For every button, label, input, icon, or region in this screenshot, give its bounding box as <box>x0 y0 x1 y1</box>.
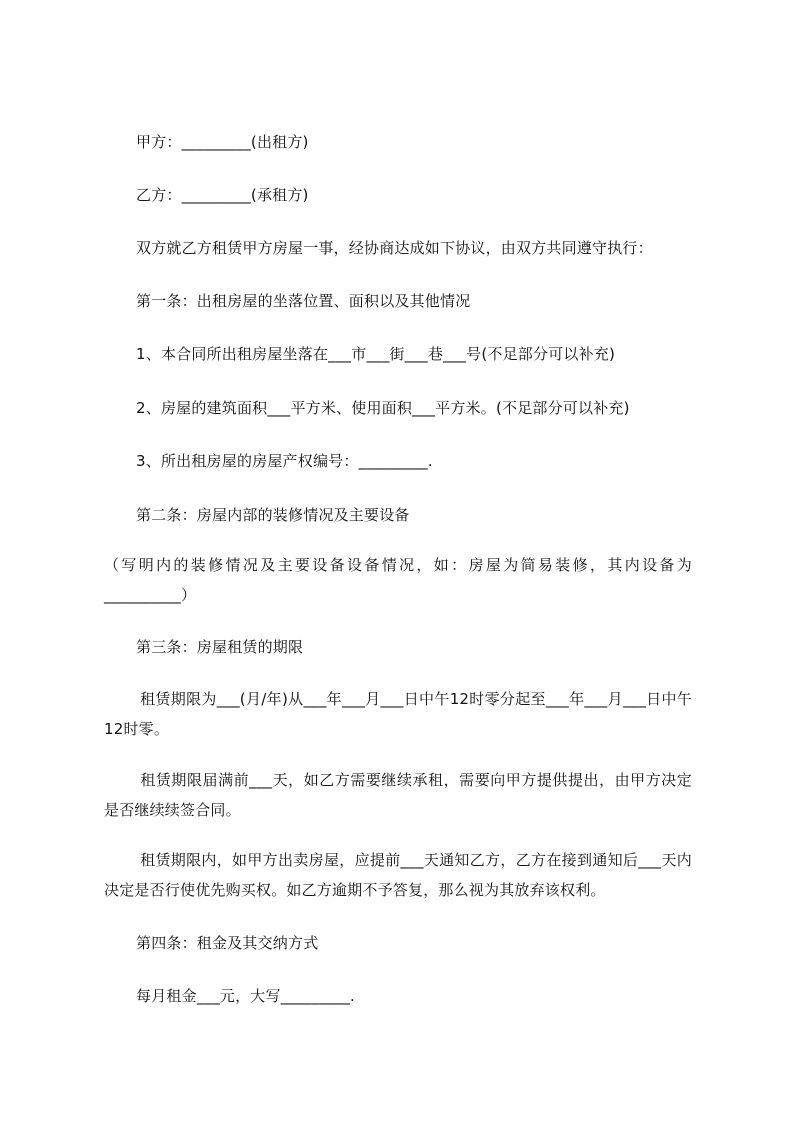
article3-para2-text: 租赁期限届满前___天，如乙方需要继续承租，需要向甲方提供提出，由甲方决定是否继续续签合同。 <box>104 771 692 819</box>
article4-heading: 第四条：租金及其交纳方式 <box>136 934 319 952</box>
article3-para2 <box>104 765 692 825</box>
article3-para1-text: 租赁期限为___(月/年)从___年___月___日中午12时零分起至___年___月___日中午12时零。 <box>104 690 692 738</box>
article1-heading: 第一条：出租房屋的坐落位置、面积以及其他情况 <box>136 292 471 310</box>
article3-para3-text: 租赁期限内，如甲方出卖房屋，应提前___天通知乙方，乙方在接到通知后___天内决定是否行使优先购买权。如乙方逾期不予答复，那么视为其放弃该权利。 <box>104 851 692 899</box>
party-b-line: 乙方：_________(承租方) <box>136 186 309 204</box>
article4-rent: 每月租金___元，大写_________. <box>136 987 355 1005</box>
article3-heading: 第三条：房屋租赁的期限 <box>136 638 304 656</box>
article1-item3: 3、所出租房屋的房屋产权编号：_________. <box>136 452 433 470</box>
article3-para3 <box>104 845 692 905</box>
article1-item2: 2、房屋的建筑面积___平方米、使用面积___平方米。(不足部分可以补充) <box>136 399 630 417</box>
party-a-line: 甲方：_________(出租方) <box>136 133 309 151</box>
article2-note-text: （写明内的装修情况及主要设备设备情况，如：房屋为简易装修，其内设备为__________） <box>104 556 692 604</box>
article3-para1 <box>104 684 692 744</box>
preamble-text: 双方就乙方租赁甲方房屋一事，经协商达成如下协议，由双方共同遵守执行： <box>136 239 653 257</box>
article2-note <box>104 550 692 610</box>
article2-heading: 第二条：房屋内部的装修情况及主要设备 <box>136 506 410 524</box>
article1-item1: 1、本合同所出租房屋坐落在___市___街___巷___号(不足部分可以补充) <box>136 345 616 363</box>
